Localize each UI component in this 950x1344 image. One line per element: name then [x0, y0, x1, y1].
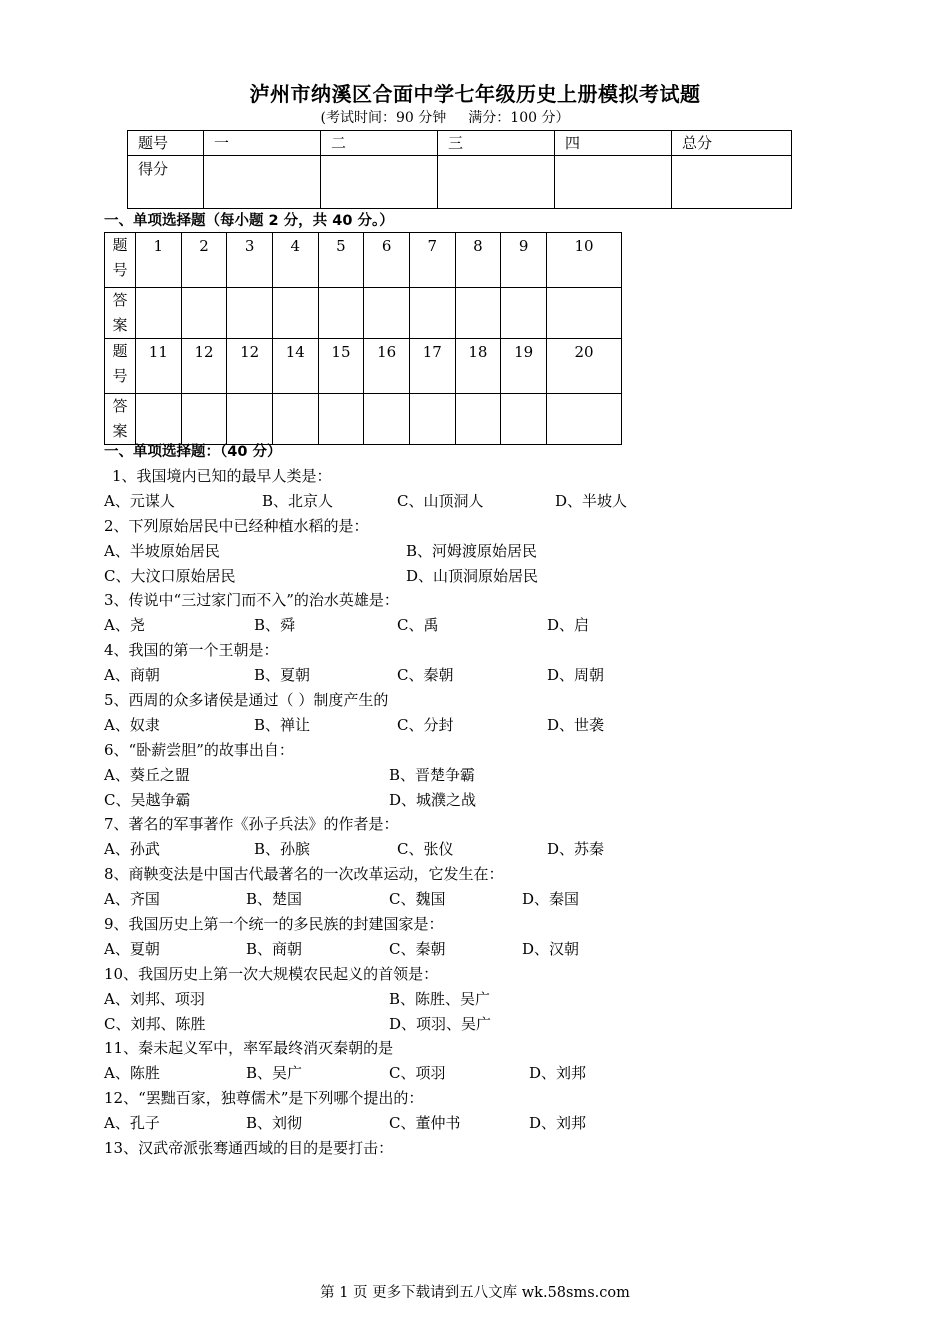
- answer-cell[interactable]: [547, 394, 622, 445]
- question-stem-line: [104, 962, 864, 987]
- page-footer: 第 1 页 更多下载请到五八文库 wk.58sms.com: [320, 1285, 630, 1301]
- question-stem: 3、传说中“三过家门而不入”的治水英雄是：: [104, 591, 399, 610]
- answer-row: [105, 394, 622, 445]
- question-number: 11: [136, 339, 182, 394]
- answer-cell[interactable]: [501, 394, 547, 445]
- question-stem-line: [104, 812, 864, 837]
- answer-cell[interactable]: [501, 288, 547, 339]
- answer-option[interactable]: A、齐国: [104, 890, 160, 909]
- row-label: 题 号: [105, 339, 136, 394]
- answer-option[interactable]: D、刘邦: [529, 1064, 587, 1083]
- score-row-label: 得分: [128, 156, 204, 209]
- number-row: [105, 233, 622, 288]
- answer-option[interactable]: B、晋楚争霸: [389, 765, 476, 784]
- question-stem-line: [104, 862, 864, 887]
- question-number: 12: [181, 339, 227, 394]
- question-stem: 11、秦未起义军中，率军最终消灭秦朝的是: [104, 1039, 394, 1058]
- question-list: [104, 464, 864, 1161]
- answer-option[interactable]: B、刘彻: [246, 1114, 303, 1133]
- question-stem: 1、我国境内已知的最早人类是：: [112, 467, 332, 485]
- option-line: [104, 663, 864, 688]
- question-number: 12: [227, 339, 273, 394]
- question-number: 14: [272, 339, 318, 394]
- answer-option[interactable]: D、半坡人: [555, 491, 628, 510]
- score-header-cell: 一: [204, 131, 321, 156]
- answer-cell[interactable]: [227, 394, 273, 445]
- question-stem: 6、“卧薪尝胆”的故事出自：: [104, 740, 294, 759]
- answer-option[interactable]: D、苏秦: [547, 840, 605, 859]
- answer-option[interactable]: D、汉朝: [522, 939, 580, 958]
- answer-cell[interactable]: [455, 288, 501, 339]
- answer-cell[interactable]: [409, 394, 455, 445]
- answer-cell[interactable]: [364, 288, 410, 339]
- answer-option[interactable]: B、舜: [254, 616, 296, 635]
- option-line: [104, 887, 864, 912]
- question-number: 17: [409, 339, 455, 394]
- question-number: 6: [364, 233, 410, 288]
- answer-cell[interactable]: [272, 394, 318, 445]
- question-number: 20: [547, 339, 622, 394]
- option-line: [104, 937, 864, 962]
- question-number: 10: [547, 233, 622, 288]
- question-stem: 13、汉武帝派张骞通西域的目的是要打击：: [104, 1139, 394, 1158]
- question-number: 18: [455, 339, 501, 394]
- score-header-cell: 题号: [128, 131, 204, 156]
- row-label: 答 案: [105, 288, 136, 339]
- answer-option[interactable]: A、葵丘之盟: [104, 765, 190, 784]
- answer-option[interactable]: B、吴广: [246, 1064, 303, 1083]
- question-stem: 2、下列原始居民中已经种植水稻的是：: [104, 516, 369, 535]
- answer-option[interactable]: A、陈胜: [104, 1064, 160, 1083]
- answer-cell[interactable]: [318, 394, 364, 445]
- answer-cell[interactable]: [181, 288, 227, 339]
- option-line: [104, 539, 864, 564]
- answer-cell[interactable]: [181, 394, 227, 445]
- option-line: [104, 1061, 864, 1086]
- question-stem: 12、“罢黜百家，独尊儒术”是下列哪个提出的：: [104, 1089, 424, 1108]
- score-blank-cell: [555, 156, 672, 209]
- answer-option[interactable]: D、周朝: [547, 666, 605, 685]
- answer-option[interactable]: D、世袭: [547, 715, 605, 734]
- question-stem-line: [104, 514, 864, 539]
- score-blank-cell: [204, 156, 321, 209]
- answer-option[interactable]: B、孙膑: [254, 840, 311, 859]
- question-number: 9: [501, 233, 547, 288]
- option-line: [104, 987, 864, 1012]
- question-stem: 5、西周的众多诸侯是通过（ ）制度产生的: [104, 691, 389, 710]
- option-line: [104, 788, 864, 813]
- question-number: 7: [409, 233, 455, 288]
- option-line: [104, 713, 864, 738]
- page-title: 泸州市纳溪区合面中学七年级历史上册模拟考试题: [249, 82, 701, 106]
- score-table: [127, 130, 792, 209]
- answer-cell[interactable]: [136, 288, 182, 339]
- option-line: [104, 763, 864, 788]
- score-header-cell: 总分: [672, 131, 792, 156]
- question-stem: 9、我国历史上第一个统一的多民族的封建国家是：: [104, 915, 444, 934]
- question-number: 3: [227, 233, 273, 288]
- question-number: 15: [318, 339, 364, 394]
- question-number: 5: [318, 233, 364, 288]
- answer-option[interactable]: C、秦朝: [397, 666, 454, 685]
- answer-cell[interactable]: [547, 288, 622, 339]
- question-stem-line: [104, 1086, 864, 1111]
- question-number: 1: [136, 233, 182, 288]
- score-blank-cell: [321, 156, 438, 209]
- option-line: [104, 613, 864, 638]
- answer-row: [105, 288, 622, 339]
- score-header-cell: 二: [321, 131, 438, 156]
- answer-option[interactable]: B、北京人: [262, 491, 334, 510]
- answer-cell[interactable]: [227, 288, 273, 339]
- question-stem: 8、商鞅变法是中国古代最著名的一次改革运动，它发生在：: [104, 865, 504, 884]
- question-stem-line: [104, 588, 864, 613]
- question-number: 19: [501, 339, 547, 394]
- option-line: [104, 489, 864, 514]
- question-stem-line: [104, 912, 864, 937]
- answer-option[interactable]: B、商朝: [246, 939, 303, 958]
- answer-option[interactable]: A、孙武: [104, 840, 160, 859]
- answer-cell[interactable]: [272, 288, 318, 339]
- answer-cell[interactable]: [318, 288, 364, 339]
- section-heading: 一、单项选择题（每小题 2 分，共 40 分。）: [104, 213, 394, 229]
- answer-option[interactable]: D、秦国: [522, 890, 580, 909]
- question-number: 2: [181, 233, 227, 288]
- option-line: [104, 1111, 864, 1136]
- exam-info: [0, 107, 890, 127]
- answer-option[interactable]: C、董仲书: [389, 1114, 461, 1133]
- option-line: [104, 837, 864, 862]
- answer-option[interactable]: A、商朝: [104, 666, 160, 685]
- answer-option[interactable]: B、楚国: [246, 890, 303, 909]
- section-heading: 一、单项选择题：（40 分）: [104, 444, 282, 460]
- exam-time: (考试时间：90 分钟: [320, 110, 447, 126]
- answer-cell[interactable]: [364, 394, 410, 445]
- answer-option[interactable]: C、魏国: [389, 890, 446, 909]
- answer-option[interactable]: D、启: [547, 616, 590, 635]
- exam-full-score: 满分：100 分）: [468, 110, 570, 126]
- answer-cell[interactable]: [136, 394, 182, 445]
- answer-option[interactable]: C、分封: [397, 715, 454, 734]
- answer-option[interactable]: D、城濮之战: [389, 790, 477, 809]
- question-number: 4: [272, 233, 318, 288]
- answer-cell[interactable]: [455, 394, 501, 445]
- answer-option[interactable]: B、禅让: [254, 715, 311, 734]
- row-label: 题 号: [105, 233, 136, 288]
- option-line: [104, 1012, 864, 1037]
- answer-option[interactable]: D、刘邦: [529, 1114, 587, 1133]
- answer-option[interactable]: B、陈胜、吴广: [389, 989, 491, 1008]
- answer-option[interactable]: C、大汶口原始居民: [104, 566, 236, 585]
- answer-option[interactable]: C、刘邦、陈胜: [104, 1014, 206, 1033]
- score-header-cell: 四: [555, 131, 672, 156]
- option-line: [104, 564, 864, 589]
- answer-option[interactable]: A、夏朝: [104, 939, 160, 958]
- question-number: 16: [364, 339, 410, 394]
- answer-option[interactable]: D、山顶洞原始居民: [406, 566, 539, 585]
- answer-option[interactable]: B、夏朝: [254, 666, 311, 685]
- score-header-cell: 三: [438, 131, 555, 156]
- answer-grid: [104, 232, 622, 445]
- answer-option[interactable]: A、刘邦、项羽: [104, 989, 205, 1008]
- answer-option[interactable]: C、禹: [397, 616, 439, 635]
- question-stem-line: [104, 688, 864, 713]
- question-number: 8: [455, 233, 501, 288]
- number-row: [105, 339, 622, 394]
- answer-option[interactable]: C、山顶洞人: [397, 491, 484, 510]
- question-stem: 7、著名的军事著作《孙子兵法》的作者是：: [104, 815, 399, 834]
- question-stem: 10、我国历史上第一次大规模农民起义的首领是：: [104, 964, 439, 983]
- answer-option[interactable]: B、河姆渡原始居民: [406, 541, 538, 560]
- question-stem-line: [104, 464, 864, 489]
- score-blank-cell: [438, 156, 555, 209]
- answer-option[interactable]: A、半坡原始居民: [104, 541, 220, 560]
- row-label: 答 案: [105, 394, 136, 445]
- question-stem-line: [104, 738, 864, 763]
- answer-option[interactable]: A、尧: [104, 616, 145, 635]
- answer-option[interactable]: A、元谋人: [104, 491, 175, 510]
- question-stem: 4、我国的第一个王朝是：: [104, 641, 279, 660]
- answer-option[interactable]: A、奴隶: [104, 715, 160, 734]
- answer-option[interactable]: A、孔子: [104, 1114, 160, 1133]
- question-stem-line: [104, 638, 864, 663]
- score-blank-cell: [672, 156, 792, 209]
- answer-option[interactable]: C、张仪: [397, 840, 454, 859]
- answer-option[interactable]: C、秦朝: [389, 939, 446, 958]
- question-stem-line: [104, 1036, 864, 1061]
- answer-option[interactable]: C、项羽: [389, 1064, 446, 1083]
- answer-option[interactable]: C、吴越争霸: [104, 790, 191, 809]
- answer-cell[interactable]: [409, 288, 455, 339]
- answer-option[interactable]: D、项羽、吴广: [389, 1014, 492, 1033]
- question-stem-line: [104, 1136, 864, 1161]
